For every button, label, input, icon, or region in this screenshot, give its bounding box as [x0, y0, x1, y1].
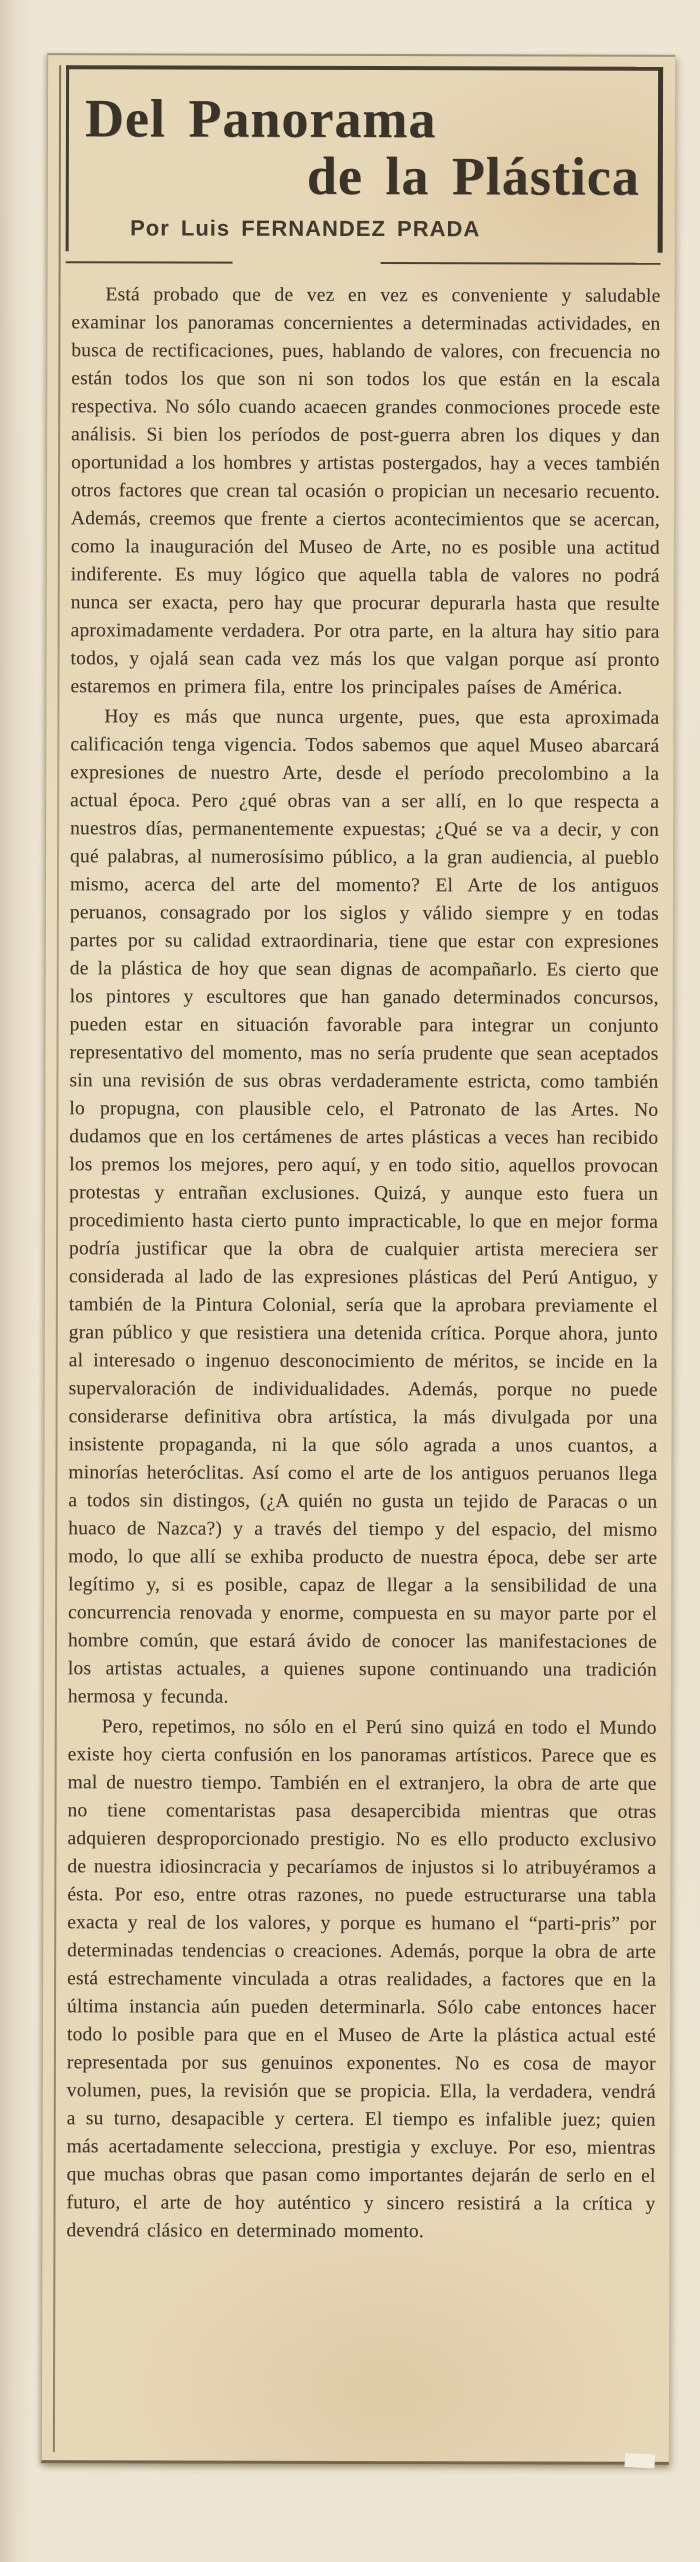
article-paragraph-1: Está probado que de vez en vez es conveniente y saludable examinar los panoramas concernientes a determinadas actividades, en busca de rectificaciones, pues, hablando de valores, con frecuencia no están todos los que son ni son todos los que están en la escala respectiva. No sólo cuando acaecen grandes conmociones procede este análisis. Si bien los períodos de post-guerra abren los diques y dan oportunidad a los hombres y artistas postergados, hay a veces también otros factores que crean tal ocasión o propician un necesario recuento. Además, creemos que frente a ciertos acontecimientos que se acercan, como la inauguración del Museo de Arte, no es posible una actitud indiferente. Es muy lógico que aquella tabla de valores no podrá nunca ser exacta, pero hay que procurar depurarla hasta que resulte aproximadamente verdadera. Por otra parte, en la altura hay sitio para todos, y ojalá sean cada vez más los que valgan porque así pronto estaremos en primera fila, entre los principales países de América. [70, 284, 661, 699]
article-title-line-2: de la Plástica [306, 145, 640, 207]
article-paragraph-3: Pero, repetimos, no sólo en el Perú sino quizá en todo el Mundo existe hoy cierta confusión en los panoramas artísticos. Parece que es mal de nuestro tiempo. También en el extranjero, la obra de arte que no tiene comentaristas pasa desapercibida mientras que otras adquieren desproporcionado prestigio. No es ello producto exclusivo de nuestra idiosincracia y pecaríamos de injustos si lo atribuyéramos a ésta. Por eso, entre otras razones, no puede estructurarse una tabla exacta y real de los valores, y porque es humano el “parti-pris” por determinadas tendencias o creaciones. Además, porque la obra de arte está estrechamente vinculada a otras realidades, a factores que en la última instancia aún pueden determinarla. Sólo cabe entonces hacer todo lo posible para que en el Museo de Arte la plástica actual esté representada por sus genuinos exponentes. No es cosa de mayor volumen, pues, la revisión que se propicia. Ella, la verdadera, vendrá a su turno, desapacible y certera. El tiempo es infalible juez; quien más acertadamente selecciona, prestigia y excluye. Por eso, mientras que muchas obras que pasan como importantes dejarán de serlo en el futuro, el arte de hoy auténtico y sincero resistirá a la crítica y devendrá clásico en determinado momento. [66, 1716, 657, 2243]
newspaper-clipping [41, 53, 675, 2465]
article-byline: Por Luis FERNANDEZ PRADA [130, 215, 481, 242]
divider-rule-left [66, 261, 233, 263]
article-title-line-1: Del Panorama [84, 88, 437, 150]
column-rule [53, 65, 61, 2452]
divider-rules [66, 261, 661, 265]
article-paragraph-2: Hoy es más que nunca urgente, pues, que esta aproximada calificación tenga vigencia. Todos sabemos que aquel Museo abarcará expresiones de nuestro Arte, desde el período precolombino a la actual época. Pero ¿qué obras van a ser allí, en lo que respecta a nuestros días, permanentemente expuestas; ¿Qué se va a decir, y con qué palabras, al numerosísimo público, a la gran audiencia, al pueblo mismo, acerca del arte del momento? El Arte de los antiguos peruanos, consagrado por los siglos y válido siempre y en todas partes por su calidad extraordinaria, tiene que estar con expresiones de la plástica de hoy que sean dignas de acompañarlo. Es cierto que los pintores y escultores que han ganado determinados concursos, pueden estar en situación favorable para integrar un conjunto representativo del momento, mas no sería prudente que sean aceptados sin una revisión de sus obras verdaderamente estricta, como también lo propugna, con plausible celo, el Patronato de las Artes. No dudamos que en los certámenes de artes plásticas a veces han recibido los premos los mejores, pero aquí, y en todo sitio, aquellos provocan protestas y entrañan exclusiones. Quizá, y aunque esto fuera un procedimiento hasta cierto punto impracticable, lo que en mejor forma podría justificar que la obra de cualquier artista mereciera ser considerada al lado de las expresiones plásticas del Perú Antiguo, y también de la Pintura Colonial, sería que la aprobara previamente el gran público y que resistiera una detenida crítica. Porque ahora, junto al interesado o ingenuo desconocimiento de méritos, se incide en la supervaloración de individualidades. Además, porque no puede considerarse definitiva obra artística, la más divulgada por una insistente propaganda, ni la que sólo agrada a unos cuantos, a minorías heteróclitas. Así como el arte de los antiguos peruanos llega a todos sin distingos, (¿A quién no gusta un tejido de Paracas o un huaco de Nazca?) y a través del tiempo y del espacio, del mismo modo, lo que allí se exhiba producto de nuestra época, debe ser arte legítimo y, si es posible, capaz de llegar a la sensibilidad de una concurrencia renovada y enorme, compuesta en su mayor parte por el hombre común, que estará ávido de conocer las manifestaciones de los artistas actuales, a quienes supone continuando una tradición hermosa y fecunda. [67, 706, 660, 1708]
article-header [66, 65, 663, 253]
article-body [66, 281, 660, 2247]
divider-rule-right [381, 262, 661, 265]
